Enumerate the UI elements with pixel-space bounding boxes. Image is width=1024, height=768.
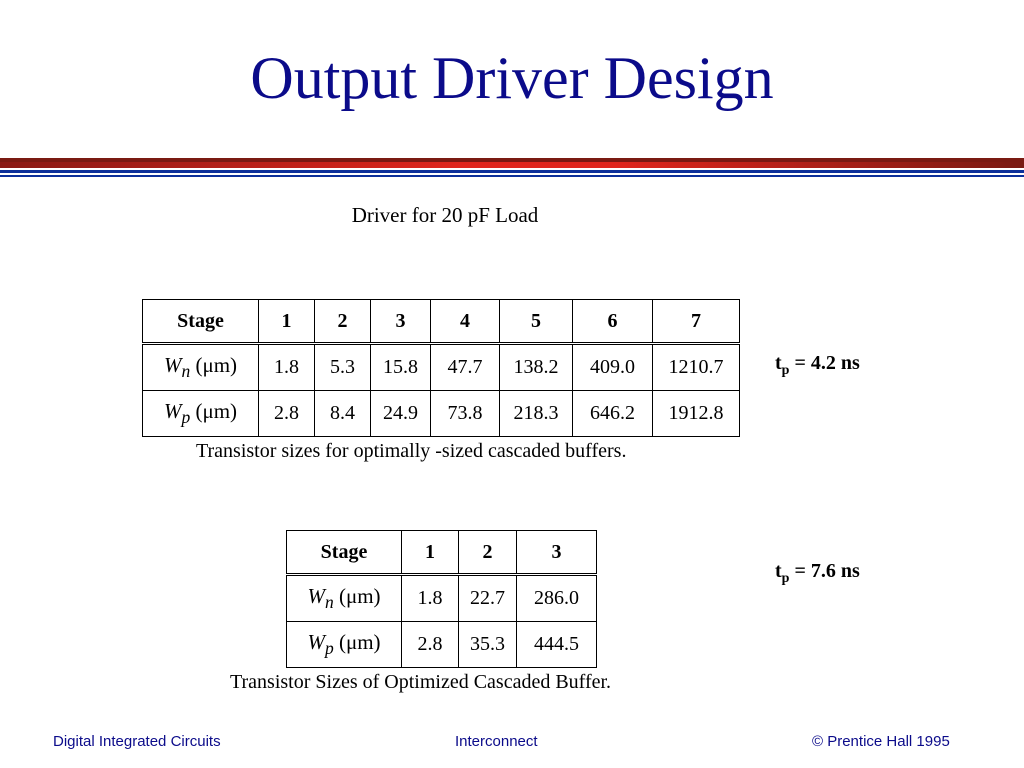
table2-caption: Transistor Sizes of Optimized Cascaded Buffer.: [230, 671, 612, 693]
footer-center: Interconnect: [455, 733, 538, 750]
width-subscript: p: [324, 638, 334, 659]
tp-subscript: p: [781, 363, 790, 378]
title-rule-blue-thin: [0, 175, 1024, 177]
transistor-size-table-3-stage: [286, 530, 597, 668]
table-cell: 409.0: [573, 344, 653, 391]
table-cell: 1912.8: [653, 391, 740, 437]
width-unit: (μm): [190, 352, 238, 377]
width-symbol: W: [307, 583, 325, 608]
width-subscript: n: [181, 361, 191, 382]
table-cell: 47.7: [431, 344, 500, 391]
stage-number: 1: [402, 531, 459, 575]
table-row-wp: [287, 622, 597, 668]
tp-symbol: t: [775, 352, 782, 374]
table-cell: 218.3: [500, 391, 573, 437]
footer-left: Digital Integrated Circuits: [53, 733, 221, 750]
table-cell: 24.9: [371, 391, 431, 437]
table-cell: 8.4: [315, 391, 371, 437]
stage-number: 2: [459, 531, 517, 575]
transistor-size-table-7-stage: [142, 299, 740, 437]
width-symbol: W: [307, 629, 325, 654]
stage-number: 4: [431, 300, 500, 344]
table-cell: 286.0: [517, 575, 597, 622]
width-symbol: W: [163, 398, 182, 423]
table-cell: 22.7: [459, 575, 517, 622]
width-subscript: n: [324, 592, 334, 613]
stage-header: Stage: [287, 531, 402, 575]
table-cell: 444.5: [517, 622, 597, 668]
table-header-row: [287, 531, 597, 575]
table-cell: 1210.7: [653, 344, 740, 391]
title-rule-red: [0, 162, 1024, 168]
width-symbol: W: [163, 352, 182, 377]
table-cell: 2.8: [259, 391, 315, 437]
footer-right: © Prentice Hall 1995: [812, 733, 950, 750]
table-cell: 646.2: [573, 391, 653, 437]
title-rule-blue: [0, 170, 1024, 173]
stage-header: Stage: [143, 300, 259, 344]
stage-number: 1: [259, 300, 315, 344]
tp-symbol: t: [775, 560, 782, 582]
slide-title: Output Driver Design: [250, 45, 774, 111]
table-cell: 1.8: [259, 344, 315, 391]
stage-number: 3: [371, 300, 431, 344]
stage-number: 6: [573, 300, 653, 344]
tp-value: = 7.6 ns: [789, 560, 860, 582]
table-cell: 1.8: [402, 575, 459, 622]
table-cell: 73.8: [431, 391, 500, 437]
table-row-wp: [143, 391, 740, 437]
table-cell: 138.2: [500, 344, 573, 391]
table1-caption: Transistor sizes for optimally -sized cascaded buffers.: [196, 440, 627, 462]
width-unit: (μm): [333, 629, 381, 654]
table-cell: 2.8: [402, 622, 459, 668]
row-label-wp: [143, 391, 259, 437]
table-cell: 15.8: [371, 344, 431, 391]
stage-number: 7: [653, 300, 740, 344]
row-label-wn: [143, 344, 259, 391]
width-subscript: p: [181, 407, 191, 428]
propagation-delay-2: [775, 560, 860, 587]
stage-number: 2: [315, 300, 371, 344]
table-cell: 5.3: [315, 344, 371, 391]
propagation-delay-1: [775, 352, 860, 379]
tp-subscript: p: [781, 571, 790, 586]
stage-number: 3: [517, 531, 597, 575]
width-unit: (μm): [333, 583, 381, 608]
row-label-wn: [287, 575, 402, 622]
row-label-wp: [287, 622, 402, 668]
slide-subtitle: Driver for 20 pF Load: [351, 203, 539, 227]
table-cell: 35.3: [459, 622, 517, 668]
table-header-row: [143, 300, 740, 344]
table-row-wn: [143, 344, 740, 391]
width-unit: (μm): [190, 398, 238, 423]
table-row-wn: [287, 575, 597, 622]
tp-value: = 4.2 ns: [789, 352, 860, 374]
stage-number: 5: [500, 300, 573, 344]
